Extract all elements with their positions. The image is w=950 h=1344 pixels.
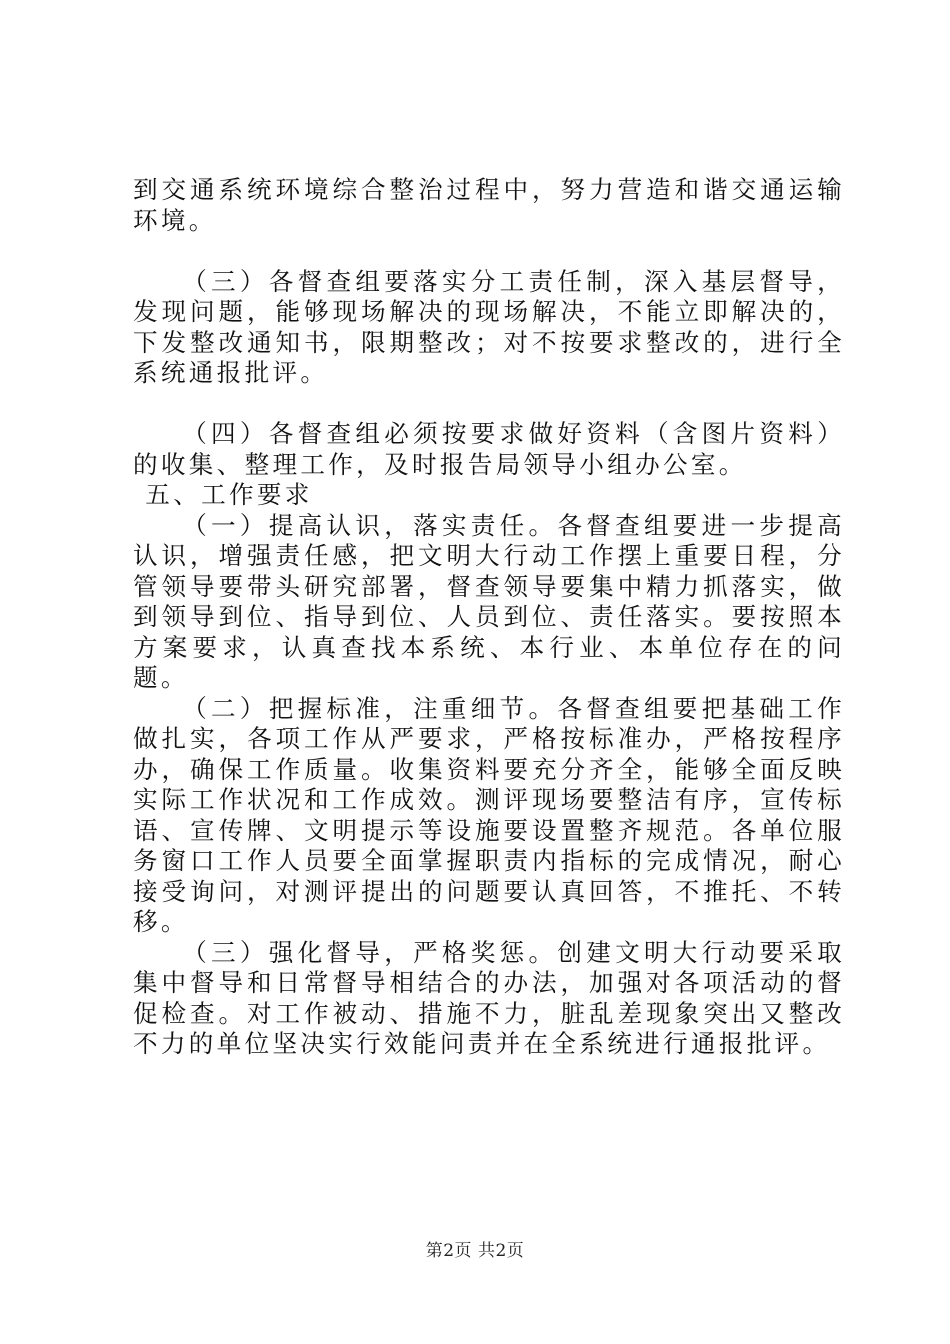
paragraph-requirement-1: （一）提高认识，落实责任。各督查组要进一步提高认识，增强责任感，把文明大行动工作摆上重要日程，分管领导要带头研究部署，督查领导要集中精力抓落实，做到领导到位、指导到位、人员到位、责任落实。要按照本方案要求，认真查找本系统、本行业、本单位存在的问题。 bbox=[133, 510, 845, 692]
paragraph-requirement-2: （二）把握标准，注重细节。各督查组要把基础工作做扎实，各项工作从严要求，严格按标准办，严格按程序办，确保工作质量。收集资料要充分齐全，能够全面反映实际工作状况和工作成效。测评现场要整洁有序，宣传标语、宣传牌、文明提示等设施要设置整齐规范。各单位服务窗口工作人员要全面掌握职责内指标的完成情况，耐心接受询问，对测评提出的问题要认真回答，不推托、不转移。 bbox=[133, 693, 845, 936]
paragraph-requirement-3: （三）强化督导，严格奖惩。创建文明大行动要采取集中督导和日常督导相结合的办法，加强对各项活动的督促检查。对工作被动、措施不力，脏乱差现象突出又整改不力的单位坚决实行效能问责并在全系统进行通报批评。 bbox=[133, 937, 845, 1058]
paragraph-item-4: （四）各督查组必须按要求做好资料（含图片资料）的收集、整理工作，及时报告局领导小组办公室。 bbox=[133, 419, 845, 479]
page-footer: 第2页 共2页 bbox=[425, 1241, 525, 1261]
paragraph-continuation: 到交通系统环境综合整治过程中，努力营造和谐交通运输环境。 bbox=[133, 175, 845, 235]
section-heading-work-requirements: 五、工作要求 bbox=[145, 480, 313, 509]
document-body bbox=[133, 175, 845, 1060]
paragraph-item-3: （三）各督查组要落实分工责任制，深入基层督导，发现问题，能够现场解决的现场解决，不能立即解决的，下发整改通知书，限期整改；对不按要求整改的，进行全系统通报批评。 bbox=[133, 266, 845, 387]
